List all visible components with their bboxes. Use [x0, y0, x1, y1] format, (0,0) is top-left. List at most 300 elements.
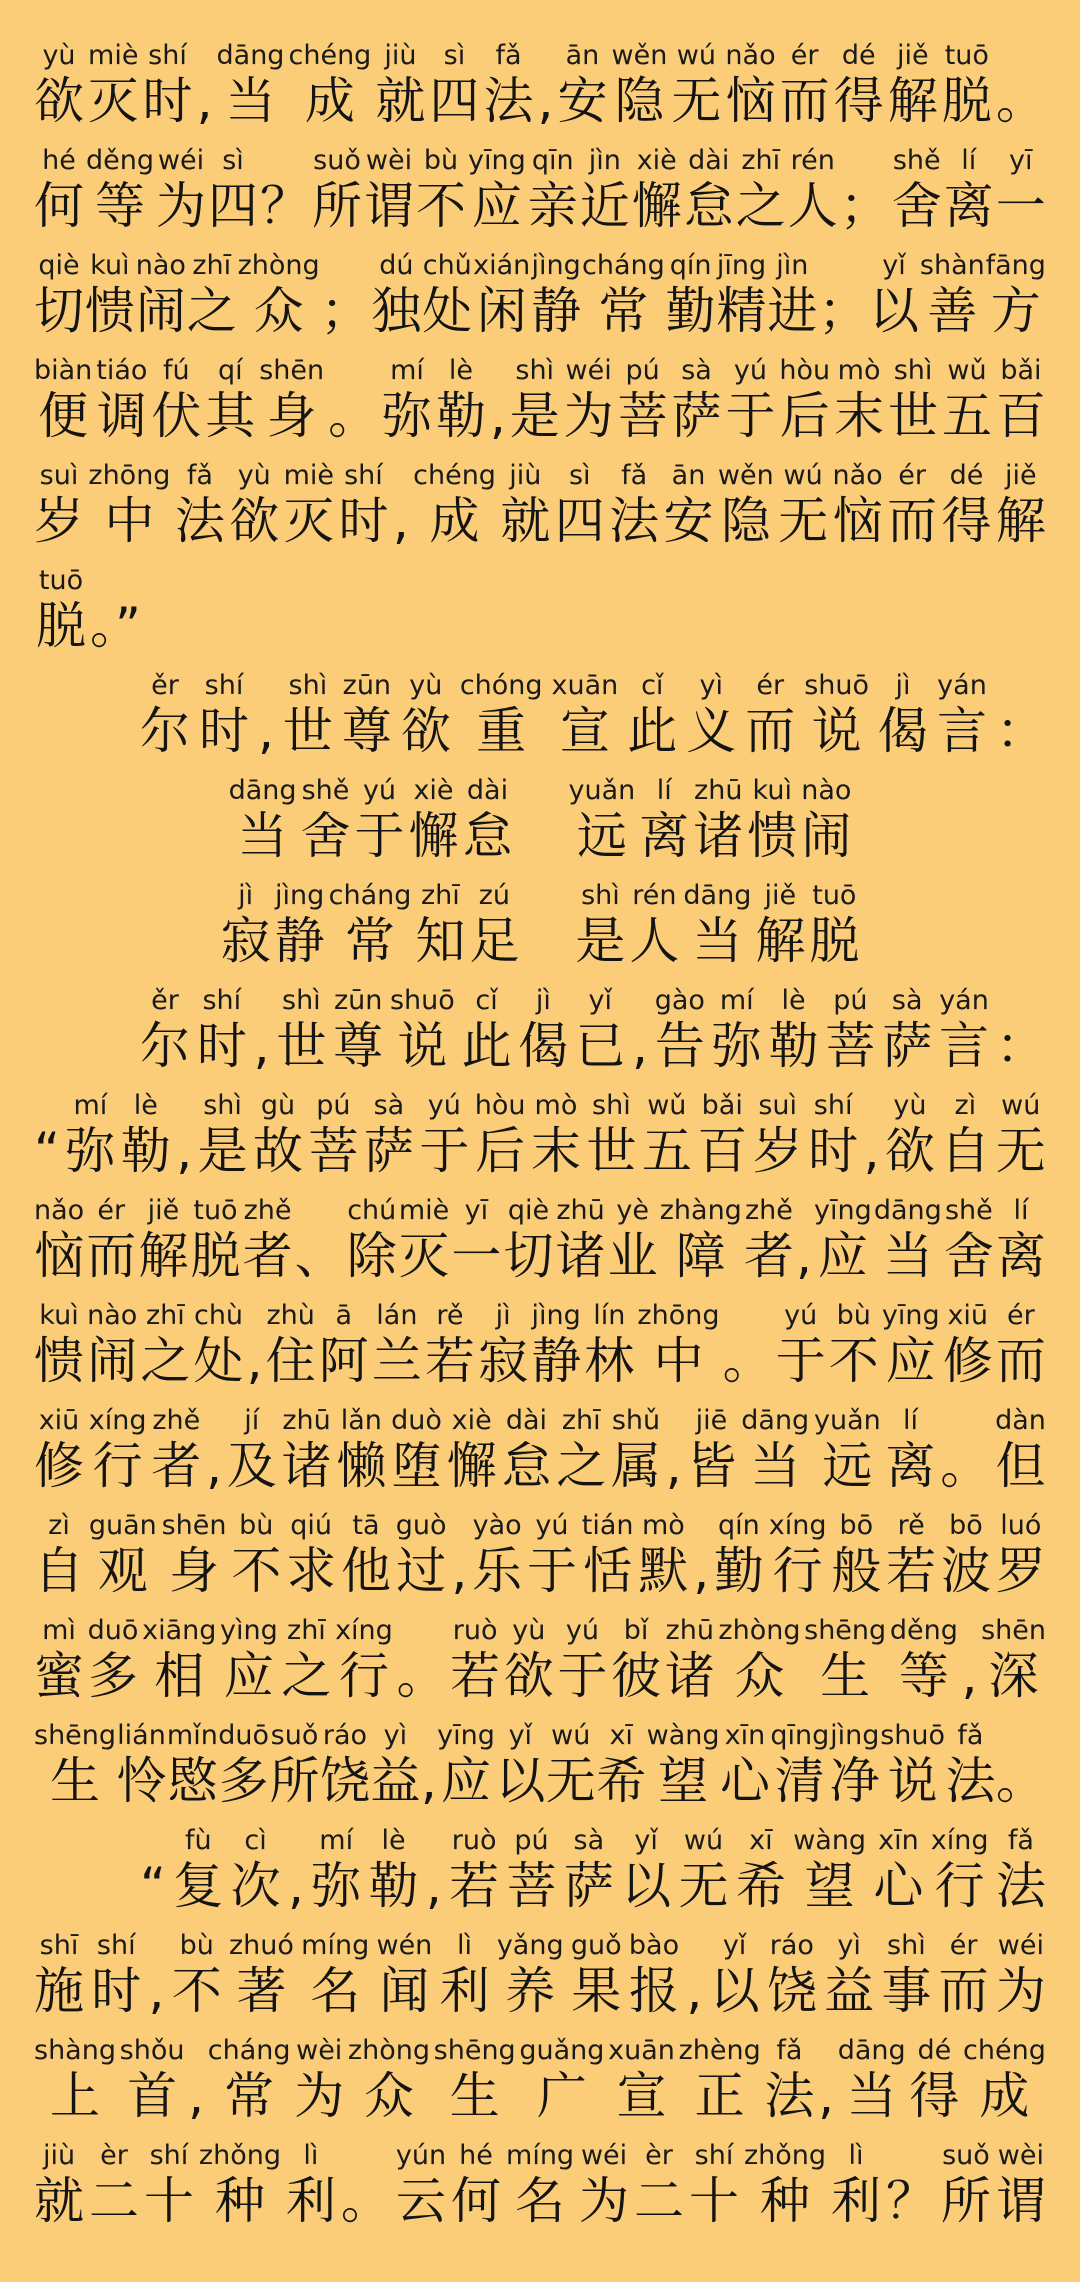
- pinyin: chóng: [459, 670, 543, 701]
- character-unit: [34, 1720, 116, 1810]
- hanzi: 四: [208, 177, 259, 235]
- hanzi: 者: [242, 1227, 293, 1285]
- pinyin: duō: [87, 1615, 139, 1646]
- hanzi: 勒: [768, 1017, 819, 1075]
- hanzi: 为: [995, 1962, 1046, 2020]
- pinyin: jì: [535, 985, 551, 1016]
- character-unit: [434, 2035, 516, 2125]
- character-unit: [320, 1720, 370, 1810]
- character-unit: [637, 1300, 719, 1390]
- hanzi: 闹: [801, 807, 852, 865]
- hanzi: 静: [531, 282, 582, 340]
- pinyin: dāng: [741, 1405, 810, 1436]
- character-unit: [801, 775, 851, 865]
- pinyin: lè: [448, 355, 473, 386]
- hanzi: 诸: [555, 1227, 606, 1285]
- text-line: [140, 670, 1046, 760]
- hanzi: 脱: [190, 1227, 241, 1285]
- character-unit: [892, 145, 942, 235]
- hanzi: 精: [716, 282, 767, 340]
- character-unit: [85, 250, 135, 340]
- hanzi: 自: [940, 1122, 991, 1180]
- character-unit: [986, 250, 1046, 340]
- pinyin: èr: [645, 2140, 673, 2171]
- character-unit: [312, 145, 362, 235]
- pinyin: xiū: [38, 1405, 80, 1436]
- character-unit: [788, 145, 838, 235]
- character-unit: [140, 670, 190, 760]
- character-unit: [338, 460, 388, 550]
- hanzi: 常: [598, 282, 649, 340]
- hanzi: 近: [579, 177, 630, 235]
- hanzi: 菩: [506, 1857, 557, 1915]
- character-unit: [294, 2035, 344, 2125]
- character-unit: [319, 1300, 369, 1390]
- hanzi: 远: [822, 1437, 873, 1495]
- character-unit: [329, 880, 412, 970]
- hanzi: 多: [88, 1647, 139, 1705]
- character-unit: [187, 250, 237, 340]
- character-unit: [627, 670, 677, 760]
- character-unit: [483, 40, 533, 130]
- hanzi: 尊: [341, 702, 392, 760]
- character-unit: [725, 40, 775, 130]
- hanzi: 自: [34, 1542, 84, 1600]
- hanzi: 次: [230, 1857, 281, 1915]
- hanzi: 欲: [884, 1122, 935, 1180]
- pinyin: jiě: [147, 1195, 180, 1226]
- hanzi: 心: [873, 1857, 924, 1915]
- character-unit: [996, 1300, 1046, 1390]
- hanzi: 恬: [582, 1542, 633, 1600]
- hanzi: 其: [205, 387, 256, 445]
- pinyin: zhū: [556, 1195, 605, 1226]
- hanzi: 心: [719, 1752, 770, 1810]
- pinyin: zhě: [152, 1405, 201, 1436]
- pinyin: qín: [718, 1510, 760, 1541]
- hanzi: 、: [294, 1227, 345, 1285]
- hanzi: 后: [475, 1122, 526, 1180]
- character-unit: [231, 1510, 281, 1600]
- pinyin: dāng: [837, 2035, 906, 2066]
- hanzi: 所: [312, 177, 363, 235]
- character-unit: [804, 670, 869, 760]
- hanzi: 说: [887, 1752, 938, 1810]
- pinyin: wén: [376, 1930, 433, 1961]
- character-unit: [140, 1300, 190, 1390]
- pinyin: yú: [427, 1090, 461, 1121]
- pinyin: cǐ: [641, 670, 664, 701]
- character-unit: [869, 250, 919, 340]
- hanzi: 菩: [308, 1122, 359, 1180]
- pinyin: tuō: [812, 880, 857, 911]
- pinyin: cháng: [207, 2035, 291, 2066]
- pinyin: xiū: [947, 1300, 989, 1331]
- pinyin: èr: [100, 2140, 128, 2171]
- hanzi: 亲: [527, 177, 578, 235]
- hanzi: ,: [818, 2067, 835, 2125]
- pinyin: chéng: [963, 2035, 1046, 2066]
- character-unit: [618, 355, 668, 445]
- pinyin: pú: [316, 1090, 351, 1121]
- hanzi: 。”: [90, 597, 141, 655]
- hanzi: 生: [50, 1752, 101, 1810]
- hanzi: 罗: [995, 1542, 1046, 1600]
- hanzi: 岁: [752, 1122, 803, 1180]
- character-unit: [571, 1930, 622, 2020]
- character-unit: [931, 1825, 989, 1915]
- character-unit: [941, 1510, 991, 1600]
- character-unit: [944, 1195, 994, 1285]
- pinyin: yìng: [220, 1615, 278, 1646]
- hanzi: 生: [449, 2067, 500, 2125]
- character-unit: [818, 250, 868, 340]
- hanzi: 脱: [36, 597, 86, 655]
- character-unit: [632, 145, 682, 235]
- hanzi: 一: [995, 177, 1046, 235]
- character-unit: [767, 1930, 817, 2020]
- character-unit: [229, 460, 279, 550]
- hanzi: 等: [95, 177, 145, 235]
- hanzi: 末: [834, 387, 885, 445]
- character-unit: [396, 1615, 446, 1705]
- pinyin: shuō: [804, 670, 870, 701]
- pinyin: lè: [133, 1090, 158, 1121]
- hanzi: ：: [995, 702, 1046, 760]
- hanzi: 闹: [135, 282, 186, 340]
- pinyin: xiè: [413, 775, 454, 806]
- hanzi: 施: [34, 1962, 84, 2020]
- character-unit: [608, 1195, 658, 1285]
- character-unit: [996, 460, 1046, 550]
- pinyin: shí: [96, 1930, 136, 1961]
- hanzi: ：: [995, 1017, 1046, 1075]
- hanzi: 若: [450, 1647, 501, 1705]
- pinyin: chǔ: [422, 250, 472, 281]
- hanzi: 欲: [400, 702, 451, 760]
- character-unit: [582, 250, 665, 340]
- character-unit: [151, 355, 201, 445]
- pinyin: shě: [944, 1195, 993, 1226]
- hanzi: 行: [338, 1647, 389, 1705]
- pinyin: dài: [688, 145, 730, 176]
- text-line: [34, 40, 1046, 130]
- pinyin: zhī: [741, 145, 781, 176]
- pinyin: lián: [117, 1720, 166, 1751]
- character-unit: [217, 40, 285, 130]
- pinyin: yù: [893, 1090, 927, 1121]
- character-unit: [451, 2140, 501, 2230]
- pinyin: dài: [466, 775, 509, 806]
- hanzi: 懈: [446, 1437, 497, 1495]
- pinyin: zhòng: [347, 2035, 430, 2066]
- hanzi: 属: [611, 1437, 662, 1495]
- character-unit: [629, 880, 679, 970]
- hanzi: 除: [346, 1227, 397, 1285]
- hanzi: 寂: [478, 1332, 529, 1390]
- character-unit: [34, 2035, 116, 2125]
- character-unit: [396, 1510, 447, 1600]
- hanzi: 脱: [941, 72, 992, 130]
- pinyin: shàng: [34, 2035, 116, 2066]
- pinyin: shàn: [919, 250, 985, 281]
- character-unit: [501, 1405, 551, 1495]
- pinyin: tiáo: [96, 355, 148, 386]
- character-unit: [814, 1195, 872, 1285]
- character-unit: [449, 1825, 499, 1915]
- pinyin: zú: [478, 880, 511, 911]
- hanzi: 业: [607, 1227, 658, 1285]
- character-unit: [34, 460, 84, 550]
- character-unit: [995, 1405, 1046, 1495]
- hanzi: 蜜: [34, 1647, 84, 1705]
- text-line: [34, 1300, 1046, 1390]
- pinyin: xián: [473, 250, 531, 281]
- pinyin: yì: [383, 1720, 408, 1751]
- pinyin: jiě: [896, 40, 929, 71]
- character-unit: [116, 1720, 166, 1810]
- pinyin: fú: [163, 355, 190, 386]
- character-unit: [736, 145, 786, 235]
- pinyin: lì: [303, 2140, 319, 2171]
- hanzi: 十: [688, 2172, 739, 2230]
- hanzi: ？: [885, 2172, 936, 2230]
- hanzi: 安: [557, 72, 608, 130]
- hanzi: 萨: [882, 1017, 933, 1075]
- character-unit: [149, 1930, 165, 2020]
- hanzi: 勒: [368, 1857, 419, 1915]
- pinyin: guān: [88, 1510, 157, 1541]
- character-unit: [86, 1195, 136, 1285]
- character-unit: [831, 2140, 881, 2230]
- hanzi: 人: [629, 912, 680, 970]
- pinyin: mò: [641, 1510, 685, 1541]
- hanzi: 不: [171, 1962, 222, 2020]
- pinyin: wǔ: [647, 1090, 687, 1121]
- hanzi: 不: [828, 1332, 879, 1390]
- hanzi: 末: [530, 1122, 581, 1180]
- pinyin: zhī: [192, 250, 232, 281]
- character-unit: [422, 250, 472, 340]
- pinyin: lín: [593, 1300, 626, 1331]
- hanzi: 恼: [725, 72, 776, 130]
- hanzi: 时: [142, 72, 193, 130]
- character-unit: [221, 880, 271, 970]
- hanzi: 。: [396, 1647, 447, 1705]
- hanzi: 皆: [686, 1437, 737, 1495]
- character-unit: [342, 670, 392, 760]
- character-unit: [714, 1510, 764, 1600]
- hanzi: 身: [266, 387, 317, 445]
- pinyin: yún: [395, 2140, 447, 2171]
- character-unit: [283, 670, 333, 760]
- character-unit: [831, 1510, 881, 1600]
- hanzi: 灭: [88, 72, 139, 130]
- pinyin: jìn: [776, 250, 809, 281]
- character-unit: [683, 880, 751, 970]
- hanzi: 萨: [363, 1122, 414, 1180]
- pinyin: wàng: [646, 1720, 720, 1751]
- hanzi: 他: [340, 1542, 391, 1600]
- character-unit: [413, 460, 496, 550]
- character-unit: [34, 1930, 84, 2020]
- pinyin: zì: [48, 1510, 70, 1541]
- pinyin: mò: [837, 355, 881, 386]
- character-unit: [887, 460, 937, 550]
- character-unit: [697, 1090, 747, 1180]
- pinyin: nào: [87, 1300, 138, 1331]
- character-unit: [140, 985, 190, 1075]
- hanzi: 弥: [711, 1017, 762, 1075]
- pinyin: jìn: [588, 145, 621, 176]
- hanzi: 恼: [832, 492, 883, 550]
- hanzi: 法: [995, 1857, 1046, 1915]
- pinyin: lí: [903, 1405, 919, 1436]
- hanzi: 而: [86, 1227, 137, 1285]
- pinyin: jiě: [1005, 460, 1037, 491]
- text-line: [34, 1510, 1046, 1600]
- hanzi: 二: [634, 2172, 685, 2230]
- character-unit: [873, 1825, 923, 1915]
- hanzi: 是: [509, 387, 560, 445]
- hanzi: 为: [579, 2172, 630, 2230]
- character-unit: [996, 1825, 1046, 1915]
- hanzi: 欲: [229, 492, 280, 550]
- pinyin: shēng: [433, 2035, 516, 2066]
- hanzi: 若: [449, 1857, 500, 1915]
- hanzi: 寂: [220, 912, 271, 970]
- pinyin: jiē: [695, 1405, 728, 1436]
- character-unit: [421, 1720, 437, 1810]
- pinyin: yú: [535, 1510, 569, 1541]
- hanzi: ,: [188, 2067, 205, 2125]
- pinyin: shì: [515, 355, 555, 386]
- hanzi: 世: [282, 702, 333, 760]
- hanzi: 成: [304, 72, 355, 130]
- character-unit: [34, 1195, 84, 1285]
- hanzi: 后: [779, 387, 830, 445]
- hanzi: 勒: [120, 1122, 171, 1180]
- character-unit: [834, 355, 884, 445]
- hanzi: 闲: [476, 282, 527, 340]
- hanzi: 当: [692, 912, 743, 970]
- pinyin: ruò: [451, 1825, 497, 1856]
- hanzi: 身: [169, 1542, 220, 1600]
- hanzi: 静: [274, 912, 325, 970]
- pinyin: shuō: [880, 1720, 945, 1751]
- character-unit: [176, 1090, 192, 1180]
- hanzi: 而: [887, 492, 938, 550]
- character-unit: [996, 1195, 1046, 1285]
- pinyin: ráo: [322, 1720, 368, 1751]
- pinyin: jì: [895, 670, 911, 701]
- hanzi: ；: [818, 282, 869, 340]
- character-unit: [409, 775, 459, 865]
- pinyin: shě: [301, 775, 350, 806]
- pinyin: fǎ: [1007, 1825, 1034, 1856]
- character-unit: [886, 1405, 936, 1495]
- pinyin: zhǒng: [198, 2140, 281, 2171]
- character-unit: [151, 1405, 201, 1495]
- character-unit: [34, 355, 92, 445]
- hanzi: 方: [990, 282, 1041, 340]
- character-unit: [686, 670, 736, 760]
- pinyin: shí: [149, 2140, 189, 2171]
- character-unit: [416, 145, 466, 235]
- pinyin: mǐn: [166, 1720, 218, 1751]
- hanzi: 。: [995, 72, 1046, 130]
- pinyin: yù: [409, 670, 443, 701]
- character-unit: [468, 145, 526, 235]
- hanzi: 离: [885, 1437, 936, 1495]
- hanzi: ,: [693, 1542, 710, 1600]
- pinyin: shě: [892, 145, 941, 176]
- character-unit: [341, 2140, 391, 2230]
- character-unit: [881, 1930, 931, 2020]
- pinyin: wéi: [580, 2140, 628, 2171]
- hanzi: 为: [294, 2067, 345, 2125]
- hanzi: 怠: [462, 807, 513, 865]
- hanzi: 希: [596, 1752, 647, 1810]
- character-unit: [415, 880, 465, 970]
- character-unit: [88, 460, 170, 550]
- character-unit: [382, 355, 432, 445]
- hanzi: 弥: [311, 1857, 362, 1915]
- pinyin: yīng: [814, 1195, 872, 1226]
- pinyin: yú: [362, 775, 397, 806]
- hanzi: 希: [735, 1857, 786, 1915]
- pinyin: kuì: [39, 1300, 79, 1331]
- character-unit: [284, 460, 334, 550]
- pinyin: děng: [889, 1615, 958, 1646]
- character-unit: [88, 40, 138, 130]
- character-unit: [779, 355, 830, 445]
- character-unit: [557, 40, 607, 130]
- character-unit: [736, 1825, 786, 1915]
- character-unit: [328, 355, 378, 445]
- hanzi: 灭: [399, 1227, 450, 1285]
- character-unit: [136, 250, 186, 340]
- hanzi: ,: [206, 1437, 222, 1495]
- pinyin: sà: [573, 1825, 605, 1856]
- pinyin: dāng: [228, 775, 297, 806]
- pinyin: zhū: [694, 775, 743, 806]
- pinyin: ráo: [769, 1930, 814, 1961]
- character-unit: [364, 1090, 414, 1180]
- hanzi: 堕: [391, 1437, 442, 1495]
- character-unit: [564, 355, 614, 445]
- character-unit: [829, 1300, 879, 1390]
- hanzi: 彼: [611, 1647, 662, 1705]
- character-unit: [776, 1300, 826, 1390]
- pinyin: shí: [344, 460, 383, 491]
- pinyin: qiú: [290, 1510, 333, 1541]
- hanzi: 若: [886, 1542, 937, 1600]
- hanzi: 世: [276, 1017, 327, 1075]
- hanzi: 萨: [563, 1857, 614, 1915]
- character-unit: [206, 1405, 222, 1495]
- hanzi: 所: [940, 2172, 991, 2230]
- hanzi: 。: [328, 387, 379, 445]
- hanzi: 愦: [84, 282, 135, 340]
- pinyin: suǒ: [313, 145, 361, 176]
- character-unit: [886, 2140, 936, 2230]
- hanzi: 闹: [87, 1332, 138, 1390]
- pinyin: wǔ: [947, 355, 987, 386]
- hanzi: 解: [138, 1227, 189, 1285]
- hanzi: 勒: [435, 387, 486, 445]
- text-line: [34, 1615, 1046, 1705]
